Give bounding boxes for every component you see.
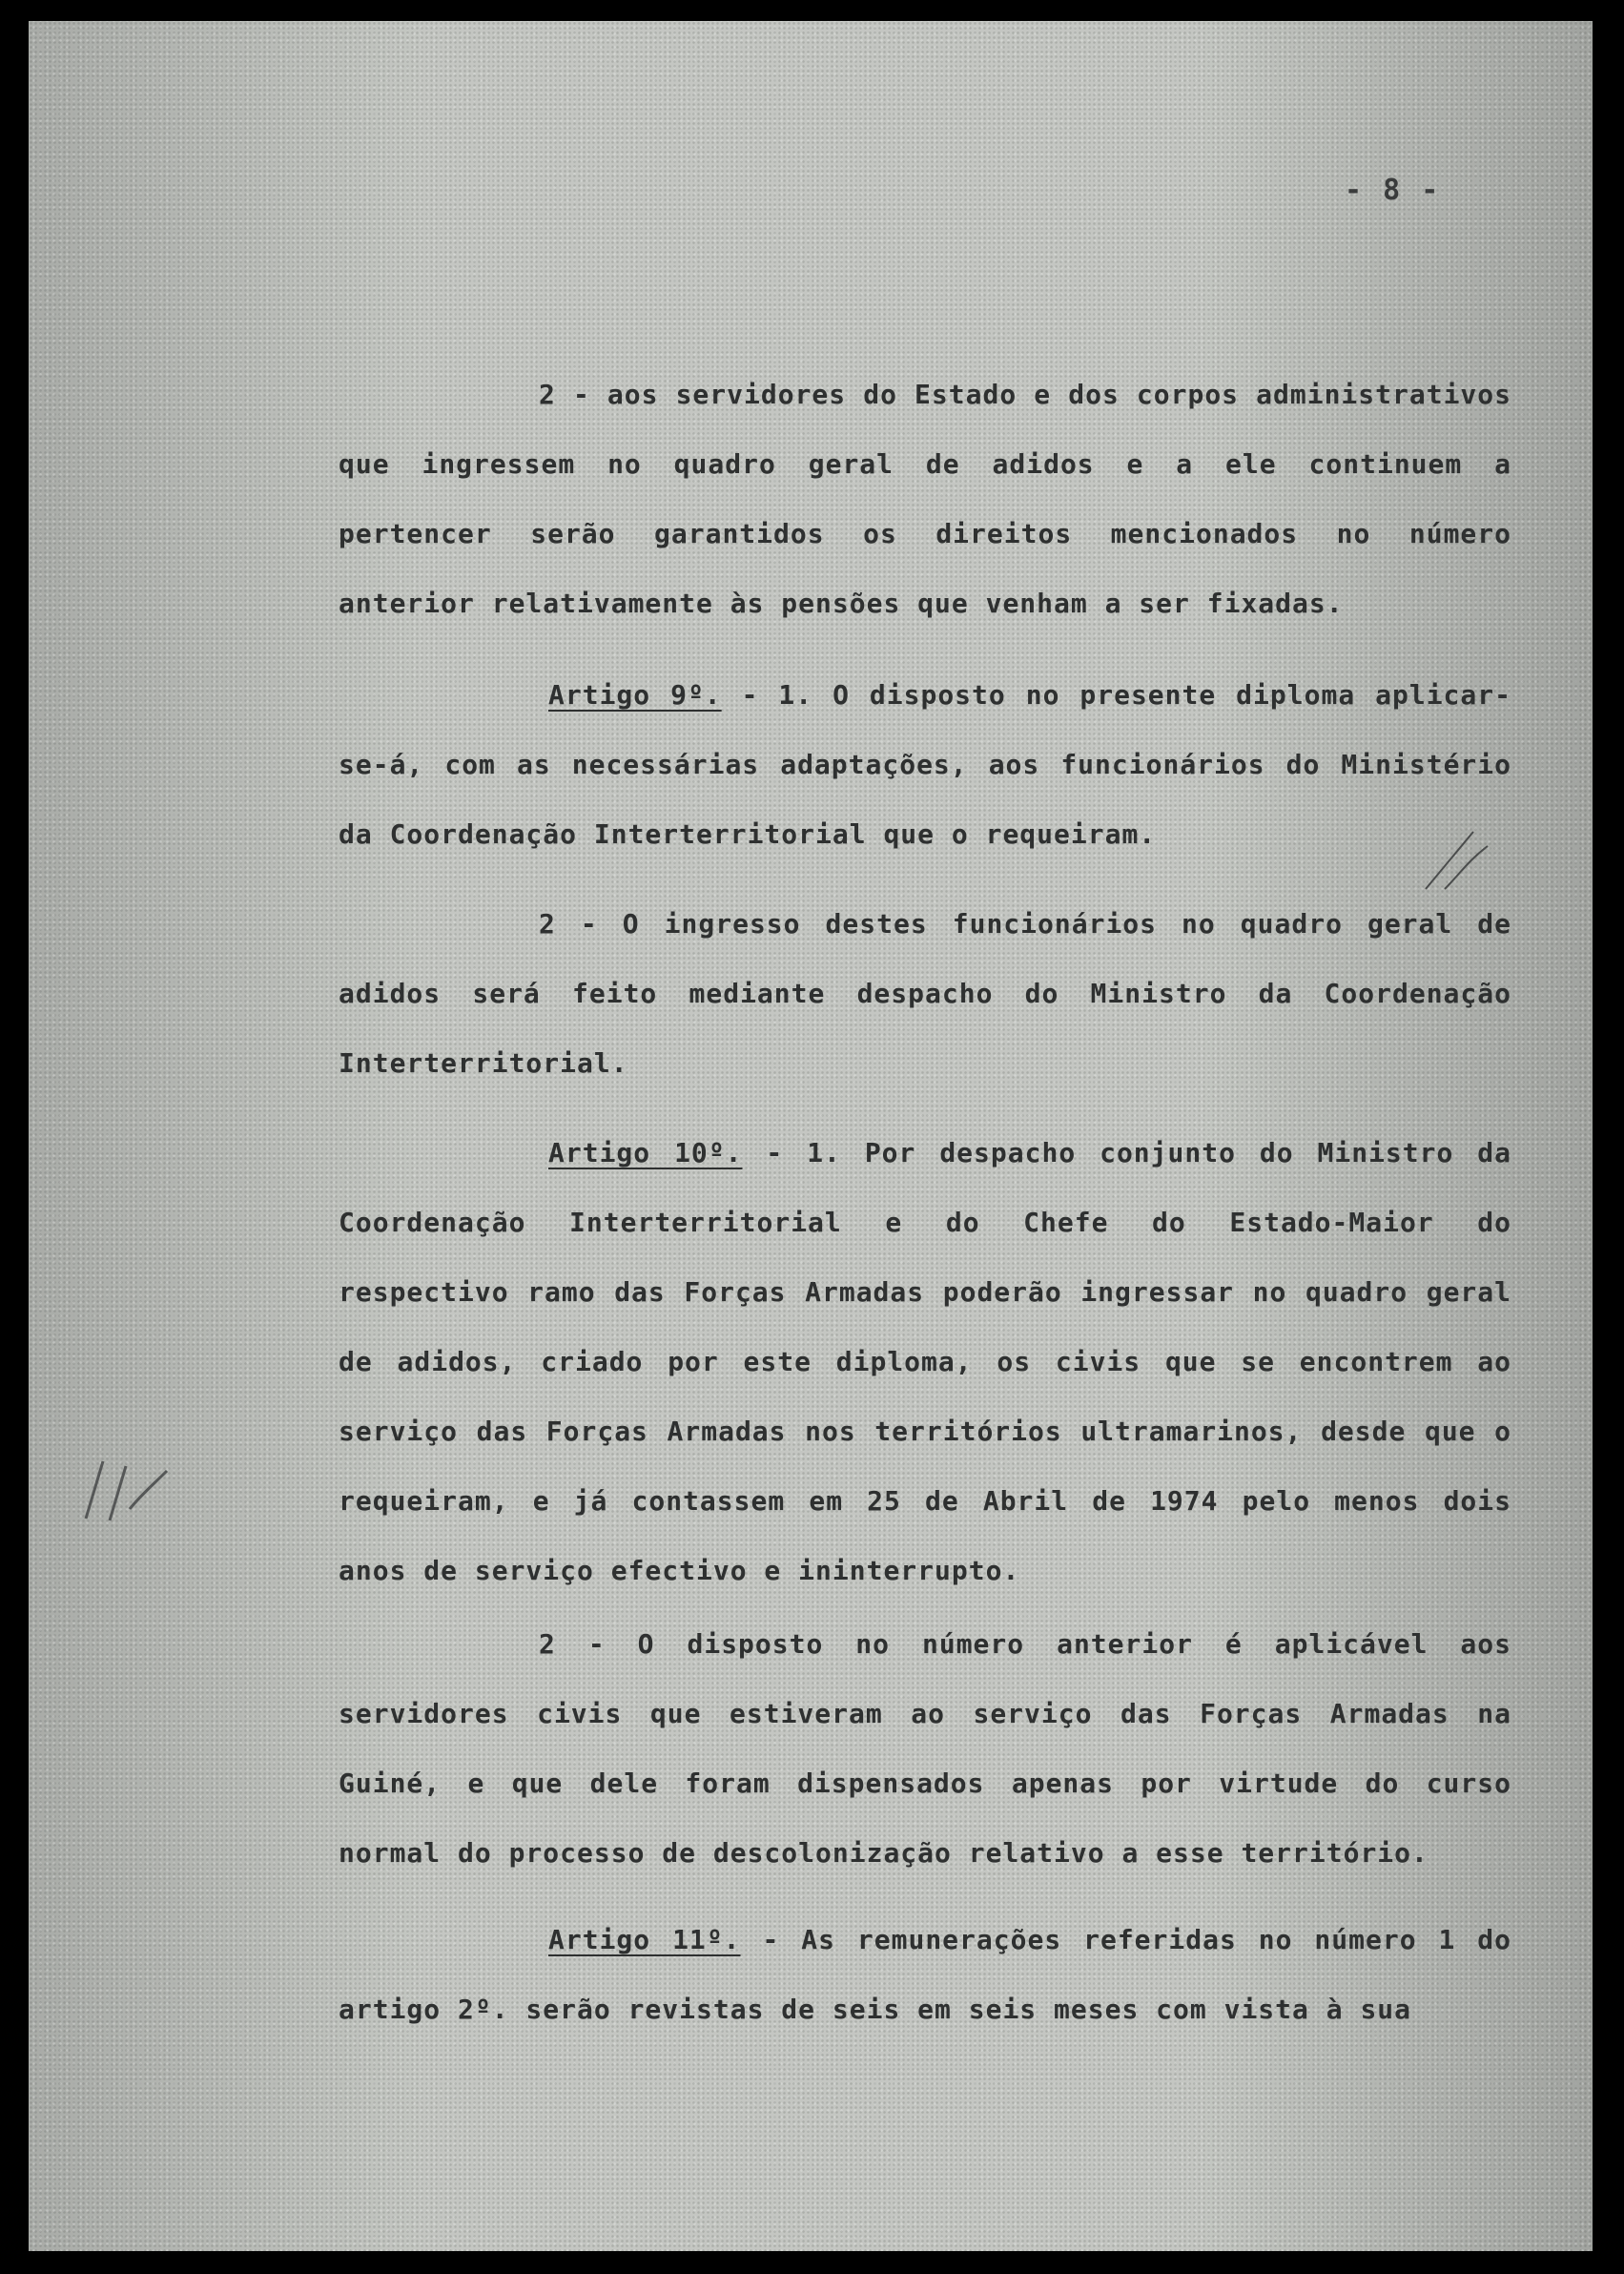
page-number: - 8 - xyxy=(1345,174,1441,207)
article-10-heading: Artigo 10º. xyxy=(548,1137,743,1168)
paragraph-text: 2 - O ingresso destes funcionários no quadro geral de adidos será feito mediante despacho do Ministro da Coordenação Interterritorial. xyxy=(339,908,1511,1079)
paragraph-2-pensions xyxy=(339,360,1511,638)
paragraph-text: - As remunerações referidas no número 1 do artigo 2º. serão revistas de seis em seis meses com vista à sua xyxy=(339,1924,1511,2025)
paragraph-text: - 1. Por despacho conjunto do Ministro da Coordenação Interterritorial e do Chefe do Estado-Maior do respectivo ramo das Forças Armadas poderão ingressar no quadro geral de adidos, criado por este diploma, os civis que se encontrem ao serviço das Forças Armadas nos territórios ultramarinos, desde que o requeiram, e já contassem em 25 de Abril de 1974 pelo menos dois anos de serviço efectivo e ininterrupto. xyxy=(339,1137,1511,1586)
article-9-paragraph-1 xyxy=(339,660,1511,869)
article-11-heading: Artigo 11º. xyxy=(548,1924,741,1955)
article-10-paragraph-1 xyxy=(339,1118,1511,1605)
article-10-paragraph-2 xyxy=(339,1609,1511,1888)
paragraph-text: 2 - aos servidores do Estado e dos corpos administrativos que ingressem no quadro geral de adidos e a ele continuem a pertencer serão garantidos os direitos mencionados no número anterior relativamente às pensões que venham a ser fixadas. xyxy=(339,379,1511,619)
article-11-paragraph xyxy=(339,1905,1511,2044)
paragraph-text: - 1. O disposto no presente diploma aplicar-se-á, com as necessárias adaptações, aos funcionários do Ministério da Coordenação Interterritorial que o requeiram. xyxy=(339,679,1511,850)
pencil-mark xyxy=(1416,822,1492,899)
article-9-heading: Artigo 9º. xyxy=(548,679,722,711)
paragraph-text: 2 - O disposto no número anterior é aplicável aos servidores civis que estiveram ao serviço das Forças Armadas na Guiné, e que dele foram dispensados apenas por virtude do curso normal do processo de descolonização relativo a esse território. xyxy=(339,1628,1511,1869)
document-page xyxy=(29,21,1593,2251)
handwritten-mark xyxy=(67,1442,191,1528)
article-9-paragraph-2 xyxy=(339,889,1511,1098)
